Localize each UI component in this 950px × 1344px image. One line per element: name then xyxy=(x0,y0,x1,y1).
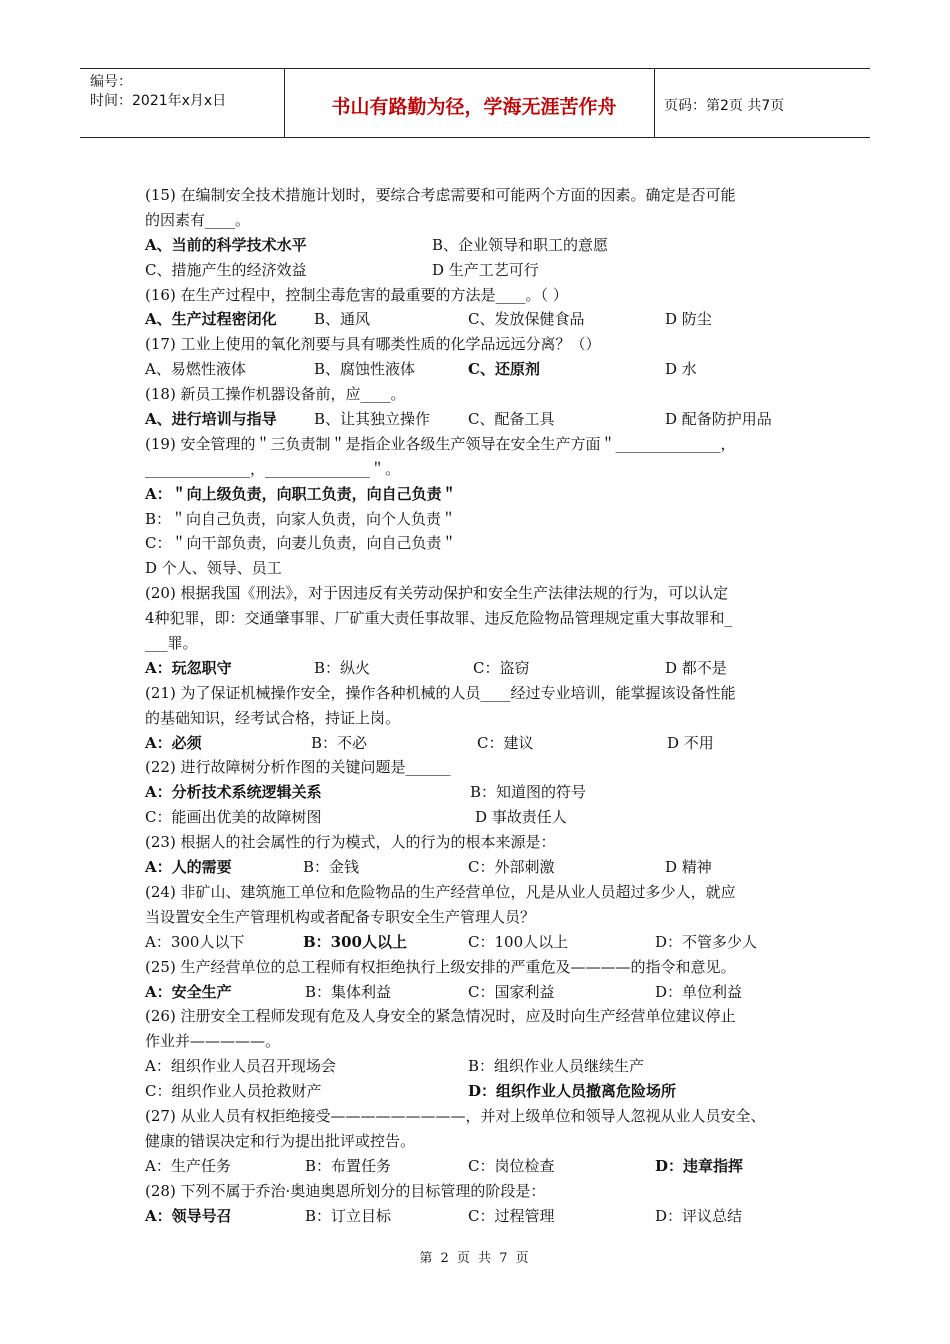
question-20-options xyxy=(145,656,810,681)
option-d: D 防尘 xyxy=(665,310,712,329)
question-24-stem: (24) 非矿山、建筑施工单位和危险物品的生产经营单位，凡是从业人员超过多少人，就应 xyxy=(145,882,736,901)
option-a: A：必须 xyxy=(145,733,202,752)
header-page-info: 页码：第2页 共7页 xyxy=(664,98,785,114)
question-23-options xyxy=(145,855,810,880)
question-list xyxy=(145,183,810,1228)
option-d: D：单位利益 xyxy=(655,982,743,1001)
option-c: C、配备工具 xyxy=(468,410,555,429)
option-b: B、腐蚀性液体 xyxy=(314,360,416,379)
option-d: D 水 xyxy=(665,360,697,379)
option-d: D 精神 xyxy=(665,858,712,877)
question-28-options xyxy=(145,1204,810,1229)
option-a: A：人的需要 xyxy=(145,858,232,877)
question-20-stem: 4种犯罪，即：交通肇事罪、厂矿重大责任事故罪、违反危险物品管理规定重大事故罪和_ xyxy=(145,609,733,628)
option-a: A：300人以下 xyxy=(145,932,245,951)
option-c: C、措施产生的经济效益 xyxy=(145,260,307,279)
option-c: C：建议 xyxy=(477,733,534,752)
option-c: C：100人以上 xyxy=(468,932,569,951)
option-d: D 事故责任人 xyxy=(475,808,567,827)
question-21-options xyxy=(145,731,810,756)
question-19-stem: ______________，______________＂。 xyxy=(145,459,401,478)
question-24-options xyxy=(145,930,810,955)
question-20-stem: (20) 根据我国《刑法》，对于因违反有关劳动保护和安全生产法律法规的行为，可以认定 xyxy=(145,584,729,603)
question-16-stem: (16) 在生产过程中，控制尘毒危害的最重要的方法是____。（ ） xyxy=(145,285,568,304)
option-c: C：外部刺激 xyxy=(468,858,555,877)
option-b: B：布置任务 xyxy=(305,1156,392,1175)
question-23-stem: (23) 根据人的社会属性的行为模式，人的行为的根本来源是： xyxy=(145,833,556,852)
option-a: A：＂向上级负责，向职工负责，向自己负责＂ xyxy=(145,484,457,503)
question-25-options xyxy=(145,980,810,1005)
question-21-stem: 的基础知识，经考试合格，持证上岗。 xyxy=(145,708,401,727)
option-a: A、进行培训与指导 xyxy=(145,410,277,429)
option-c: C：组织作业人员抢救财产 xyxy=(145,1082,322,1101)
option-c: C、发放保健食品 xyxy=(468,310,585,329)
option-b: B：金钱 xyxy=(303,858,360,877)
option-c: C：岗位检查 xyxy=(468,1156,555,1175)
question-27-options xyxy=(145,1154,810,1179)
header-motto: 书山有路勤为径，学海无涯苦作舟 xyxy=(331,96,617,118)
question-25-stem: (25) 生产经营单位的总工程师有权拒绝执行上级安排的严重危及————的指令和意见。 xyxy=(145,957,736,976)
option-b: B：纵火 xyxy=(314,658,371,677)
question-22-stem: (22) 进行故障树分析作图的关键问题是______ xyxy=(145,758,451,777)
option-c: C：＂向干部负责，向妻儿负责，向自己负责＂ xyxy=(145,534,457,553)
option-d: D：不管多少人 xyxy=(655,932,758,951)
question-17-stem: (17) 工业上使用的氧化剂要与具有哪类性质的化学品远远分离？（） xyxy=(145,335,601,354)
question-26-options xyxy=(145,1054,810,1079)
option-b: B、通风 xyxy=(314,310,371,329)
question-18-options xyxy=(145,407,810,432)
option-a: A：分析技术系统逻辑关系 xyxy=(145,783,322,802)
question-21-stem: (21) 为了保证机械操作安全，操作各种机械的人员____经过专业培训，能掌握该设备性能 xyxy=(145,683,736,702)
option-d: D 配备防护用品 xyxy=(665,410,772,429)
question-19-stem: (19) 安全管理的＂三负责制＂是指企业各级生产领导在安全生产方面＂______________， xyxy=(145,434,736,453)
question-15-options xyxy=(145,258,810,283)
option-a: A：组织作业人员召开现场会 xyxy=(145,1057,336,1076)
question-22-options xyxy=(145,805,810,830)
question-15-options xyxy=(145,233,810,258)
question-27-stem: (27) 从业人员有权拒绝接受—————————，并对上级单位和领导人忽视从业人员安全、 xyxy=(145,1106,766,1125)
option-b: B：订立目标 xyxy=(305,1206,392,1225)
page-footer: 第 2 页 共 7 页 xyxy=(419,1251,531,1266)
question-15-stem: (15) 在编制安全技术措施计划时，要综合考虑需要和可能两个方面的因素。确定是否可能 xyxy=(145,186,736,204)
option-a: A、当前的科学技术水平 xyxy=(145,235,307,254)
option-b: B：＂向自己负责，向家人负责，向个人负责＂ xyxy=(145,509,457,528)
option-d: D：评议总结 xyxy=(655,1206,743,1225)
question-17-options xyxy=(145,357,810,382)
option-a: A：安全生产 xyxy=(145,982,232,1001)
option-a: A、生产过程密闭化 xyxy=(145,310,277,329)
option-b: B：不必 xyxy=(311,733,368,752)
option-d: D 个人、领导、员工 xyxy=(145,559,282,578)
document-date: 时间：2021年x月x日 xyxy=(90,93,227,109)
option-a: A：生产任务 xyxy=(145,1156,231,1175)
option-d: D 生产工艺可行 xyxy=(432,260,539,279)
option-b: B：300人以上 xyxy=(303,932,407,951)
option-a: A、易燃性液体 xyxy=(145,360,246,379)
page-header xyxy=(80,68,870,138)
option-d: D：组织作业人员撤离危险场所 xyxy=(468,1082,677,1101)
option-a: A：领导号召 xyxy=(145,1206,232,1225)
option-a: A：玩忽职守 xyxy=(145,658,232,677)
header-meta xyxy=(90,73,226,111)
document-number-label: 编号： xyxy=(90,74,132,90)
question-18-stem: (18) 新员工操作机器设备前，应____。 xyxy=(145,385,406,404)
option-b: B、企业领导和职工的意愿 xyxy=(432,235,609,254)
question-26-stem: (26) 注册安全工程师发现有危及人身安全的紧急情况时，应及时向生产经营单位建议停止 xyxy=(145,1007,736,1026)
option-b: B、让其独立操作 xyxy=(314,410,431,429)
question-27-stem: 健康的错误决定和行为提出批评或控告。 xyxy=(145,1131,416,1150)
question-22-options xyxy=(145,780,810,805)
header-divider xyxy=(654,69,655,137)
question-24-stem: 当设置安全生产管理机构或者配备专职安全生产管理人员？ xyxy=(145,907,536,926)
option-c: C：过程管理 xyxy=(468,1206,555,1225)
option-c: C：盗窃 xyxy=(473,658,530,677)
option-c: C：国家利益 xyxy=(468,982,555,1001)
question-26-stem: 作业并—————。 xyxy=(145,1032,281,1051)
question-15-stem: 的因素有____。 xyxy=(145,210,251,229)
option-b: B：知道图的符号 xyxy=(470,783,587,802)
question-16-options xyxy=(145,307,810,332)
option-c: C、还原剂 xyxy=(468,360,540,379)
question-28-stem: (28) 下列不属于乔治·奥迪奥恩所划分的目标管理的阶段是： xyxy=(145,1181,546,1200)
option-b: B：集体利益 xyxy=(305,982,392,1001)
question-20-stem: ___罪。 xyxy=(145,634,198,653)
option-b: B：组织作业人员继续生产 xyxy=(468,1057,645,1076)
question-26-options xyxy=(145,1079,810,1104)
option-d: D 都不是 xyxy=(665,658,727,677)
option-d: D 不用 xyxy=(667,733,714,752)
option-d: D：违章指挥 xyxy=(655,1156,744,1175)
option-c: C：能画出优美的故障树图 xyxy=(145,808,322,827)
